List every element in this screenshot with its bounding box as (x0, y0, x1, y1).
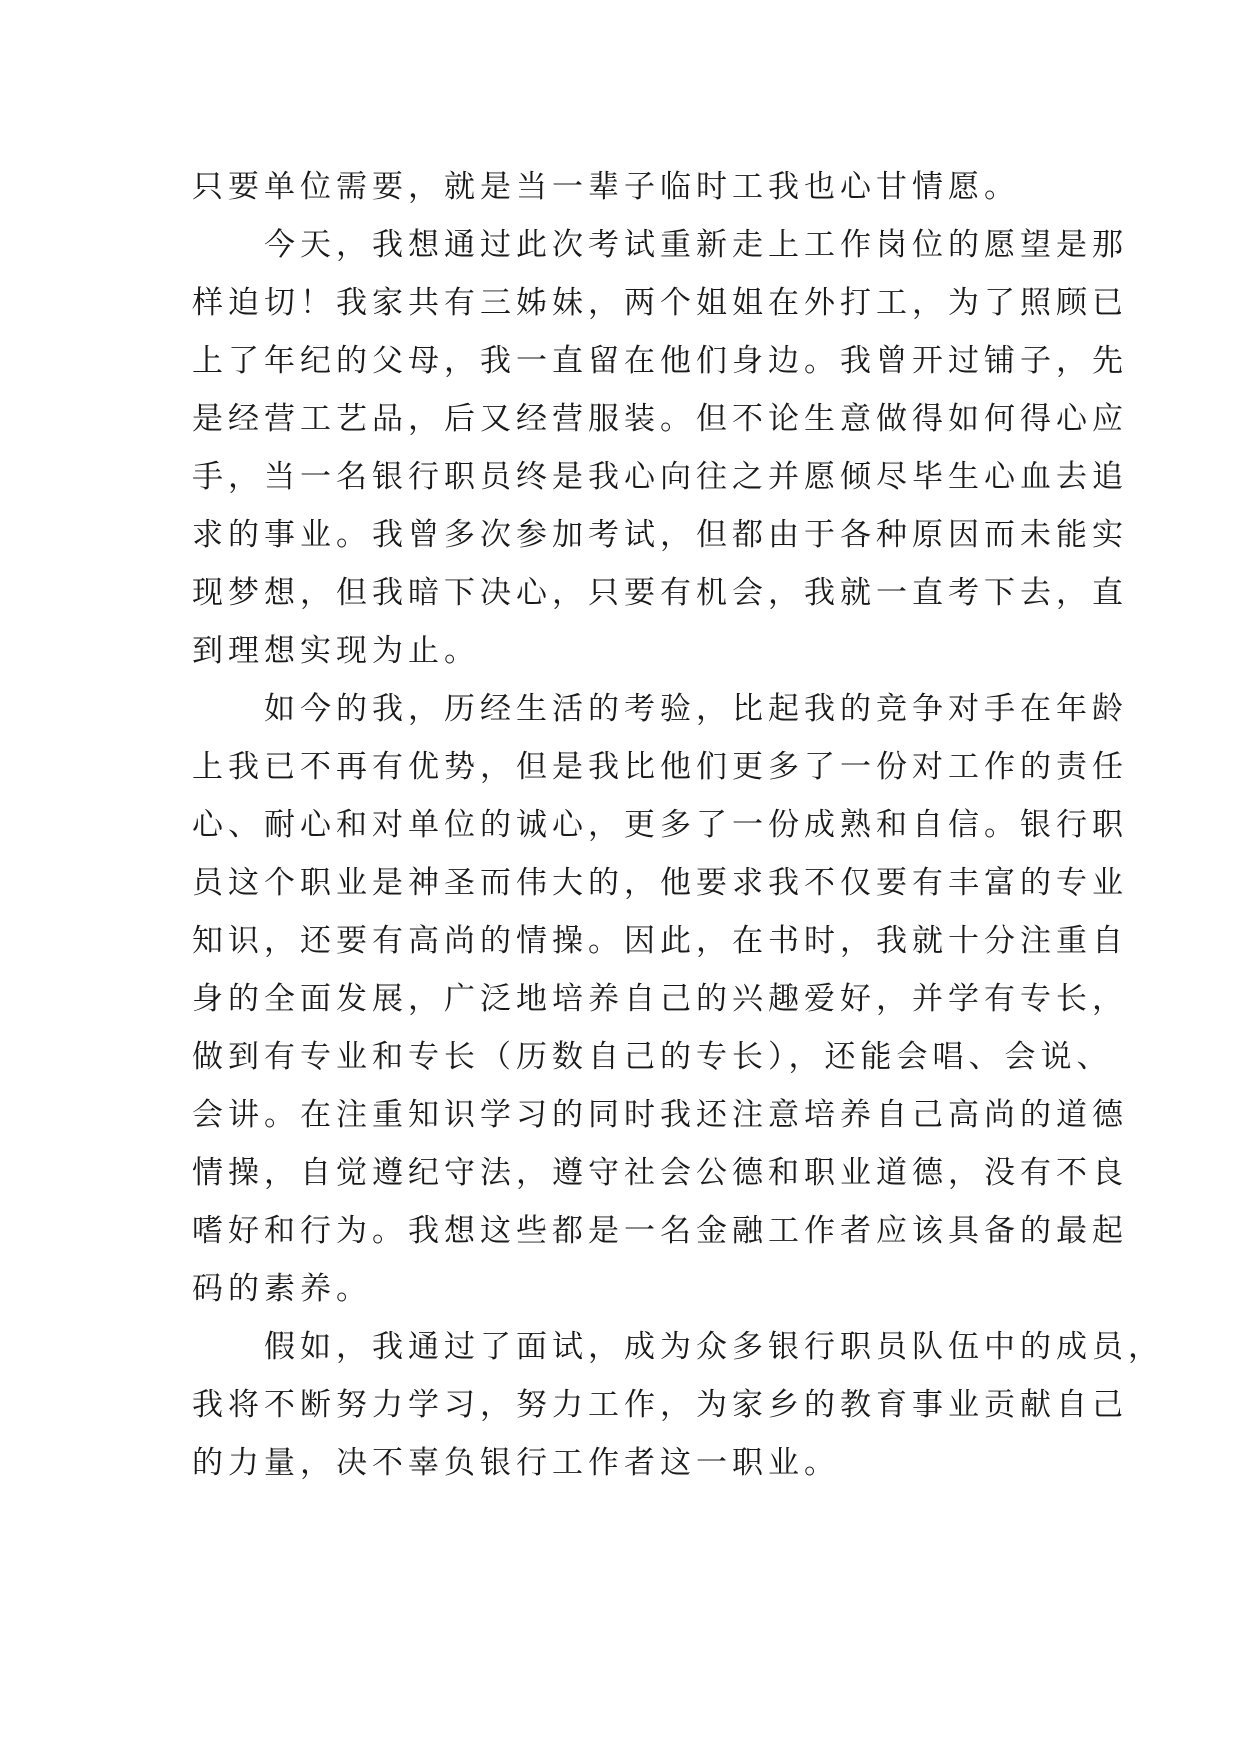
text-line: 的力量，决不辜负银行工作者这一职业。 (192, 1445, 840, 1481)
text-line: 到理想实现为止。 (192, 633, 480, 669)
text-line: 是经营工艺品，后又经营服装。但不论生意做得如何得心应 (192, 401, 1128, 437)
text-line: 如今的我，历经生活的考验，比起我的竞争对手在年龄 (264, 691, 1128, 727)
text-line: 嗜好和行为。我想这些都是一名金融工作者应该具备的最起 (192, 1213, 1128, 1249)
text-line: 今天，我想通过此次考试重新走上工作岗位的愿望是那 (264, 227, 1128, 263)
text-line: 我将不断努力学习，努力工作，为家乡的教育事业贡献自己 (192, 1387, 1128, 1423)
text-line: 会讲。在注重知识学习的同时我还注意培养自己高尚的道德 (192, 1097, 1128, 1133)
text-line: 假如，我通过了面试，成为众多银行职员队伍中的成员， (264, 1329, 1164, 1365)
text-line: 知识，还要有高尚的情操。因此，在书时，我就十分注重自 (192, 923, 1128, 959)
text-line: 心、耐心和对单位的诚心，更多了一份成熟和自信。银行职 (192, 807, 1128, 843)
text-line: 上我已不再有优势，但是我比他们更多了一份对工作的责任 (192, 749, 1128, 785)
text-line: 手，当一名银行职员终是我心向往之并愿倾尽毕生心血去追 (192, 459, 1128, 495)
document-body (192, 158, 1164, 1492)
text-line: 只要单位需要，就是当一辈子临时工我也心甘情愿。 (192, 169, 1020, 205)
text-line: 情操，自觉遵纪守法，遵守社会公德和职业道德，没有不良 (192, 1155, 1128, 1191)
text-line: 做到有专业和专长（历数自己的专长），还能会唱、会说、 (192, 1039, 1113, 1075)
text-line: 员这个职业是神圣而伟大的，他要求我不仅要有丰富的专业 (192, 865, 1128, 901)
text-line: 身的全面发展，广泛地培养自己的兴趣爱好，并学有专长， (192, 981, 1128, 1017)
text-line: 现梦想，但我暗下决心，只要有机会，我就一直考下去，直 (192, 575, 1128, 611)
text-line: 码的素养。 (192, 1271, 372, 1307)
text-line: 求的事业。我曾多次参加考试，但都由于各种原因而未能实 (192, 517, 1128, 553)
text-line: 上了年纪的父母，我一直留在他们身边。我曾开过铺子，先 (192, 343, 1128, 379)
text-line: 样迫切！我家共有三姊妹，两个姐姐在外打工，为了照顾已 (192, 285, 1128, 321)
